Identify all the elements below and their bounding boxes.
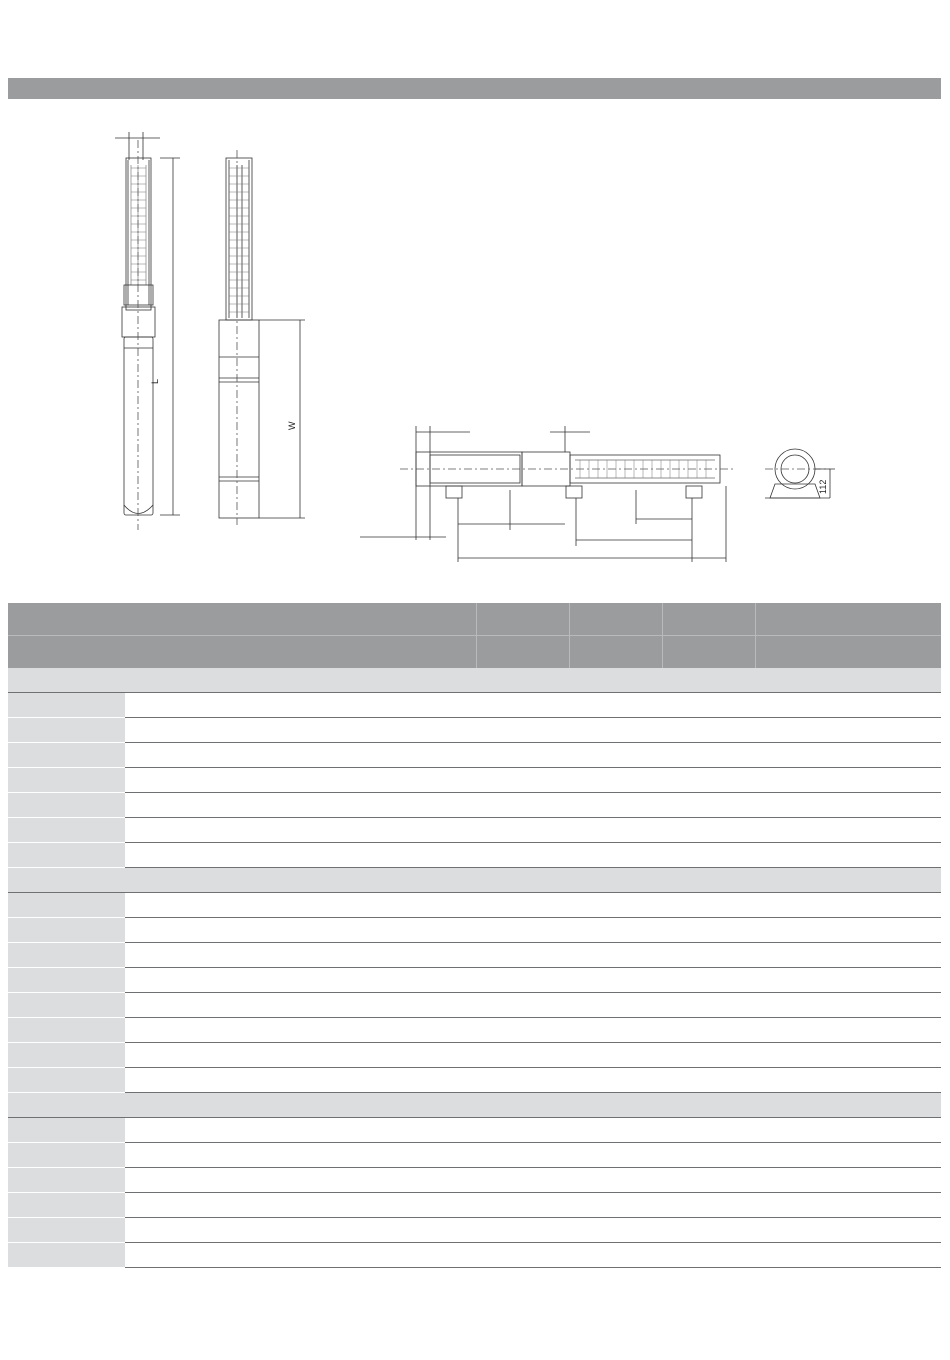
row-value-cell: [125, 1068, 941, 1093]
row-label-cell: [8, 1068, 125, 1093]
table-row: [8, 993, 941, 1018]
table-header-row: [8, 636, 941, 669]
header-cell: [569, 636, 662, 669]
row-label-cell: [8, 1118, 125, 1143]
row-label-cell: [8, 1168, 125, 1193]
row-label-cell: [8, 793, 125, 818]
row-value-cell: [125, 768, 941, 793]
table-section-row: [8, 868, 941, 893]
row-label-cell: [8, 693, 125, 718]
table-row: [8, 1043, 941, 1068]
section-cell: [8, 668, 941, 693]
row-value-cell: [125, 793, 941, 818]
dim-label-l: L: [150, 378, 160, 384]
row-value-cell: [125, 943, 941, 968]
row-value-cell: [125, 993, 941, 1018]
dim-label-112: 112: [818, 479, 828, 494]
header-cell: [8, 603, 476, 636]
row-label-cell: [8, 718, 125, 743]
header-cell: [662, 636, 755, 669]
header-cell: [755, 636, 941, 669]
row-label-cell: [8, 743, 125, 768]
table-row: [8, 793, 941, 818]
row-label-cell: [8, 893, 125, 918]
row-value-cell: [125, 718, 941, 743]
row-value-cell: [125, 843, 941, 868]
table-row: [8, 1068, 941, 1093]
row-value-cell: [125, 1168, 941, 1193]
table-row: [8, 968, 941, 993]
spec-table: [8, 603, 941, 1268]
table-row: [8, 1118, 941, 1143]
row-label-cell: [8, 918, 125, 943]
row-label-cell: [8, 993, 125, 1018]
row-label-cell: [8, 1043, 125, 1068]
row-value-cell: [125, 743, 941, 768]
table-row: [8, 1018, 941, 1043]
row-label-cell: [8, 843, 125, 868]
table-row: [8, 743, 941, 768]
table-row: [8, 818, 941, 843]
row-value-cell: [125, 1193, 941, 1218]
row-label-cell: [8, 968, 125, 993]
section-cell: [8, 868, 941, 893]
row-value-cell: [125, 818, 941, 843]
row-value-cell: [125, 1243, 941, 1268]
table-row: [8, 1243, 941, 1268]
technical-drawing: [0, 0, 950, 600]
dim-label-w: W: [287, 421, 297, 430]
row-value-cell: [125, 968, 941, 993]
table-row: [8, 1168, 941, 1193]
table-row: [8, 943, 941, 968]
pump-dimension-drawing: [0, 0, 950, 600]
table-row: [8, 918, 941, 943]
vertical-view-1: [115, 132, 180, 530]
row-value-cell: [125, 1118, 941, 1143]
table-section-row: [8, 668, 941, 693]
table-row: [8, 1143, 941, 1168]
row-label-cell: [8, 1143, 125, 1168]
row-label-cell: [8, 1243, 125, 1268]
header-cell: [476, 603, 569, 636]
header-cell: [755, 603, 941, 636]
row-label-cell: [8, 768, 125, 793]
table-row: [8, 1218, 941, 1243]
header-cell: [569, 603, 662, 636]
header-cell: [8, 636, 476, 669]
row-value-cell: [125, 693, 941, 718]
row-value-cell: [125, 1018, 941, 1043]
row-label-cell: [8, 1018, 125, 1043]
row-label-cell: [8, 1193, 125, 1218]
table-row: [8, 843, 941, 868]
row-value-cell: [125, 1043, 941, 1068]
section-cell: [8, 1093, 941, 1118]
vertical-view-2: [219, 150, 305, 525]
header-cell: [662, 603, 755, 636]
horizontal-view: [360, 426, 735, 562]
row-label-cell: [8, 1218, 125, 1243]
row-label-cell: [8, 818, 125, 843]
table-row: [8, 1193, 941, 1218]
table-row: [8, 893, 941, 918]
table-row: [8, 718, 941, 743]
row-value-cell: [125, 918, 941, 943]
row-value-cell: [125, 1218, 941, 1243]
row-value-cell: [125, 1143, 941, 1168]
table-row: [8, 693, 941, 718]
table-section-row: [8, 1093, 941, 1118]
row-label-cell: [8, 943, 125, 968]
header-cell: [476, 636, 569, 669]
table-header-row: [8, 603, 941, 636]
row-value-cell: [125, 893, 941, 918]
table-row: [8, 768, 941, 793]
